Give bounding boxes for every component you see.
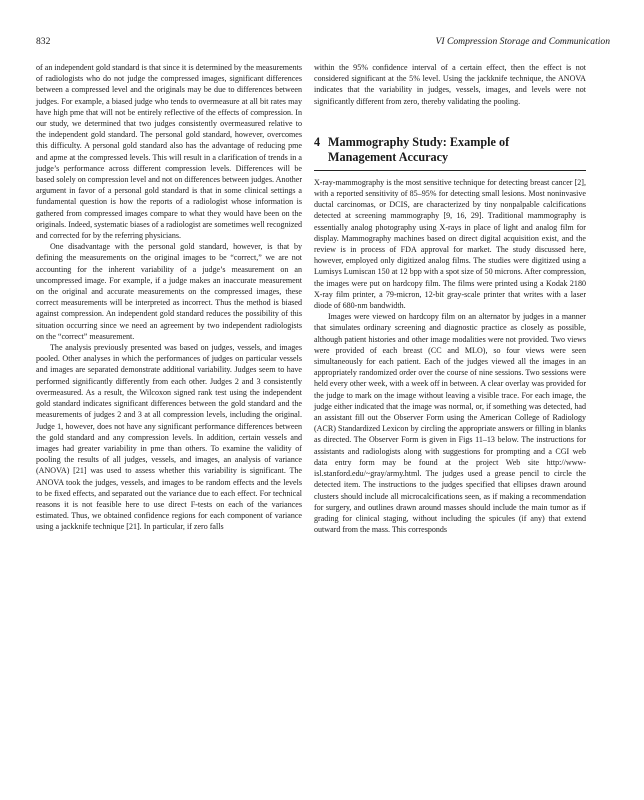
right-column (314, 62, 586, 535)
paragraph: X-ray-mammography is the most sensitive technique for detecting breast cancer [2], with a reported sensitivity of 85–95% for detecting small lesions. Most noninvasive ductal carcinomas, or DCIS, are characterized by tiny nonpalpable calcifications detected at screening mammography [9, 16, 29]. Traditional mammography is essentially analog photography using X-rays in place of light and analog film for display. Mammography machines based on direct digital acquisition exist, and the review is in process of FDA approval for market. The study discussed here, however, employed only digitized analog films. The studies were digitized using a Lumisys Lumiscan 150 at 12 bpp with a spot size of 50 microns. After compression, the images were put on hardcopy film. The films were printed using a Kodak 2180 X-ray film printer, a 79-micron, 12-bit gray-scale printer that writes with a laser diode of 680-nm bandwidth. (314, 177, 586, 311)
section-rule (314, 170, 586, 171)
section-title-line1: Mammography Study: Example of (328, 134, 510, 149)
paragraph: One disadvantage with the personal gold standard, however, is that by defining the measurements on the original images to be “correct,” we are not accounting for the inherent variability of a judge’s measurement on an uncompressed image. For example, if a judge makes an inaccurate measurement on the original and accurate measurements on the compressed images, these correct measurements will be interpreted as incorrect. Thus the method is biased against compression. An independent gold standard reduces the possibility of this situation occurring since we need an agreement by two independent radiologists on the “correct” measurement. (36, 242, 302, 341)
section-number: 4 (314, 134, 321, 149)
paragraph: of an independent gold standard is that since it is determined by the measurements of radiologists who do not judge the compressed images, significant differences between a compressed level and the originals may be due to differences between judges. For example, a biased judge who tends to overmeasure at all bit rates may have high pme that will not be entirely reflective of the effects of compression. In our study, we determined that two judges consistently overmeasured relative to the independent gold standard. The personal gold standard, however, overcomes this difficulty. A personal gold standard also has the advantage of reducing pme and apme at the compressed levels. This will result in a clarification of trends in a judge’s performance across different compression levels. Differences will be based solely on compression level and not on differences between judges. Another argument in favor of a personal gold standard is that in some clinical settings a fundamental question is how the reports of a radiologist whose information is gathered from compressed images compare to what they would have been on the originals. Indeed, systematic biases of a radiologist are sometimes well recognized and corrected for by the referring physicians. (36, 63, 302, 241)
left-column (36, 62, 302, 533)
section-heading (314, 135, 586, 165)
section-title-line2: Management Accuracy (328, 149, 449, 164)
page-number: 832 (36, 36, 51, 47)
paragraph: Images were viewed on hardcopy film on an alternator by judges in a manner that simulates ordinary screening and diagnostic practice as closely as possible, although patient histories and other image modalities were not provided. Two views were provided of each breast (CC and MLO), so four views were seen simultaneously for each patient. Each of the judges viewed all the images in an appropriately randomized order over the course of nine sessions. Two sessions were held every other week, with a week off in between. A clear overlay was provided for the judge to mark on the image without leaving a visible trace. For each image, the judge either indicated that the image was normal, or, if something was detected, had an assistant fill out the Observer Form using the American College of Radiology (ACR) Standardized Lexicon by circling the appropriate answers or filling in blanks as directed. The Observer Form is given in Figs 11–13 below. The instructions for assistants and radiologists along with suggestions for prompting and a CGI web data entry form may be found at the project Web site http://www-isl.stanford.edu/~gray/army.html. The judges used a grease pencil to circle the detected item. The instructions to the judges specified that ellipses drawn around clusters should include all microcalcifications seen, as if making a recommendation for surgery, and outlines drawn around masses should include the main tumor as if grading for clinical staging, without including the spicules (if any) that extend outward from the mass. This corresponds (314, 312, 586, 535)
paragraph: The analysis previously presented was based on judges, vessels, and images pooled. Other analyses in which the performances of judges on particular vessels and images are separated demonstrate additional variability. Judges seem to have performed significantly differently from each other. Judges 2 and 3 consistently overmeasured. As a result, the Wilcoxon signed rank test using the independent gold standard indicates significant differences between the gold standard and the measurements of judges 2 and 3 at all compression levels, including the original. Judge 1, however, does not have any significant performance differences between the gold standard and any compression levels. In addition, certain vessels and images had greater variability in pme than others. To examine the validity of pooling the results of all judges, vessels, and images, an analysis of variance (ANOVA) [21] was used to assess whether this variability is significant. The ANOVA took the judges, vessels, and images to be random effects and the levels to be fixed effects, and separated out the variance due to each effect. For technical reasons it is not feasible here to use direct F-tests on each of the variances estimated. Thus, we obtained confidence regions for each component of variance using a jackknife technique [21]. In particular, if zero falls (36, 343, 302, 532)
paragraph: within the 95% confidence interval of a certain effect, then the effect is not considered significant at the 5% level. Using the jackknife technique, the ANOVA indicates that the variability in judges, vessels, images, and levels were not significantly different from zero, thereby validating the pooling. (314, 63, 586, 106)
running-title: VI Compression Storage and Communication (435, 36, 610, 47)
